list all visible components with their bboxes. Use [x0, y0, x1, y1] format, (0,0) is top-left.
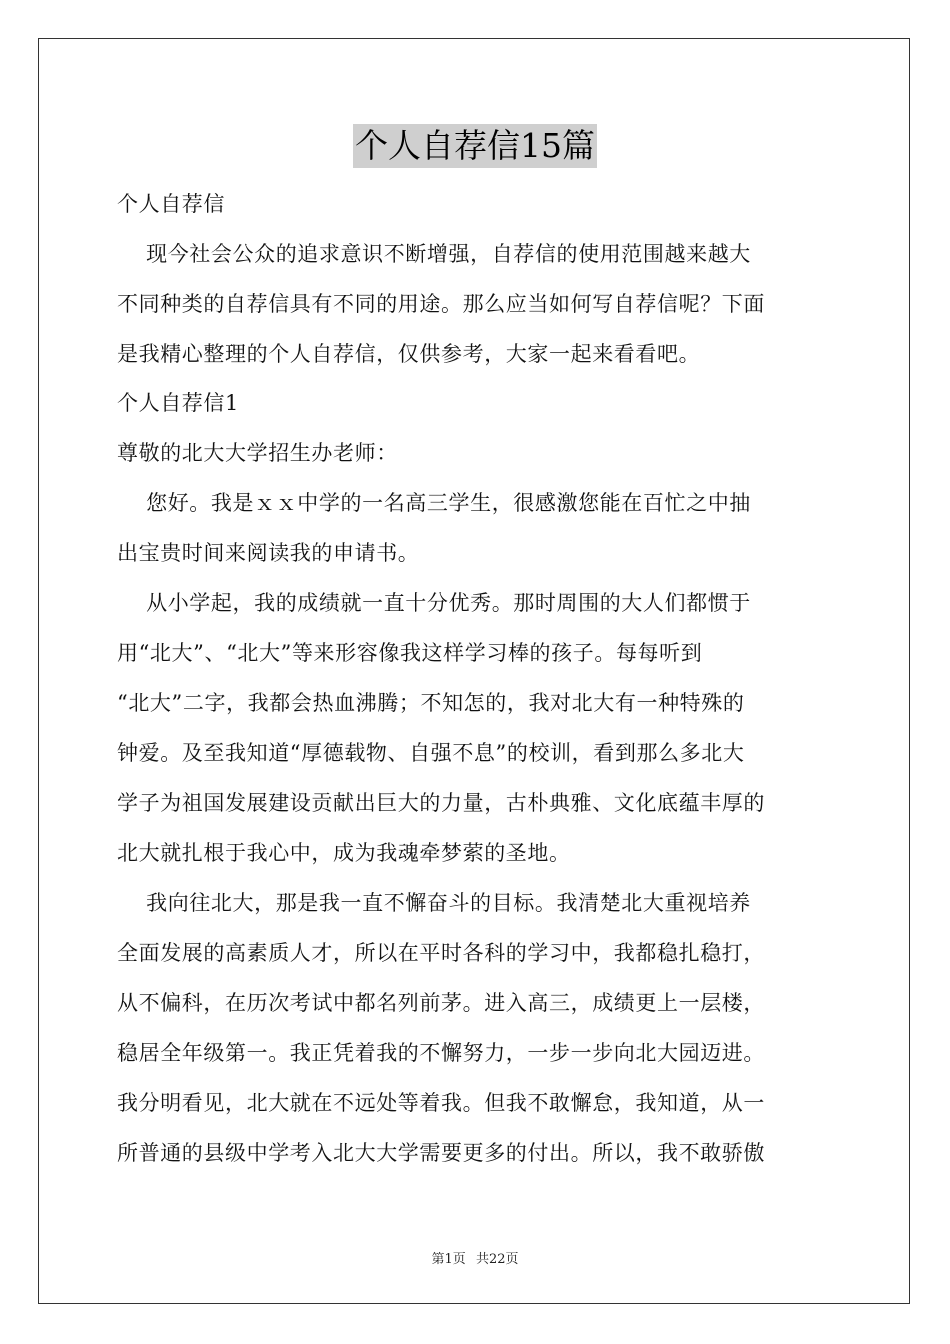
text-line: 所普通的县级中学考入北大大学需要更多的付出。所以，我不敢骄傲 — [117, 1141, 765, 1165]
page-number: 第1页 — [431, 1252, 466, 1267]
text-line: 个人自荐信1 — [117, 391, 239, 415]
text-line: 钟爱。及至我知道“厚德载物、自强不息”的校训，看到那么多北大 — [117, 741, 745, 765]
page-total: 共22页 — [475, 1252, 519, 1267]
text-line: 不同种类的自荐信具有不同的用途。那么应当如何写自荐信呢？下面 — [117, 292, 765, 316]
document-title: 个人自荐信15篇 — [353, 124, 597, 168]
text-line: 我分明看见，北大就在不远处等着我。但我不敢懈怠，我知道，从一 — [117, 1091, 765, 1115]
text-line: 我向往北大，那是我一直不懈奋斗的目标。我清楚北大重视培养 — [117, 891, 751, 915]
text-line: 您好。我是ｘｘ中学的一名高三学生，很感激您能在百忙之中抽 — [117, 491, 751, 515]
text-line: 北大就扎根于我心中，成为我魂牵梦萦的圣地。 — [117, 841, 571, 865]
title-container — [0, 124, 950, 168]
page-footer — [0, 1248, 950, 1267]
text-line: 稳居全年级第一。我正凭着我的不懈努力，一步一步向北大园迈进。 — [117, 1041, 765, 1065]
text-line: 用“北大”、“北大”等来形容像我这样学习棒的孩子。每每听到 — [117, 641, 703, 665]
text-line: 尊敬的北大大学招生办老师： — [117, 441, 398, 465]
text-line: “北大”二字，我都会热血沸腾；不知怎的，我对北大有一种特殊的 — [117, 691, 745, 715]
text-line: 从小学起，我的成绩就一直十分优秀。那时周围的大人们都惯于 — [117, 591, 751, 615]
text-line: 全面发展的高素质人才，所以在平时各科的学习中，我都稳扎稳打， — [117, 941, 765, 965]
text-line: 个人自荐信 — [117, 192, 225, 216]
text-line: 是我精心整理的个人自荐信，仅供参考，大家一起来看看吧。 — [117, 342, 701, 366]
text-line: 从不偏科，在历次考试中都名列前茅。进入高三，成绩更上一层楼， — [117, 991, 765, 1015]
text-line: 学子为祖国发展建设贡献出巨大的力量，古朴典雅、文化底蕴丰厚的 — [117, 791, 765, 815]
text-line: 出宝贵时间来阅读我的申请书。 — [117, 541, 420, 565]
text-line: 现今社会公众的追求意识不断增强，自荐信的使用范围越来越大 — [117, 242, 751, 266]
